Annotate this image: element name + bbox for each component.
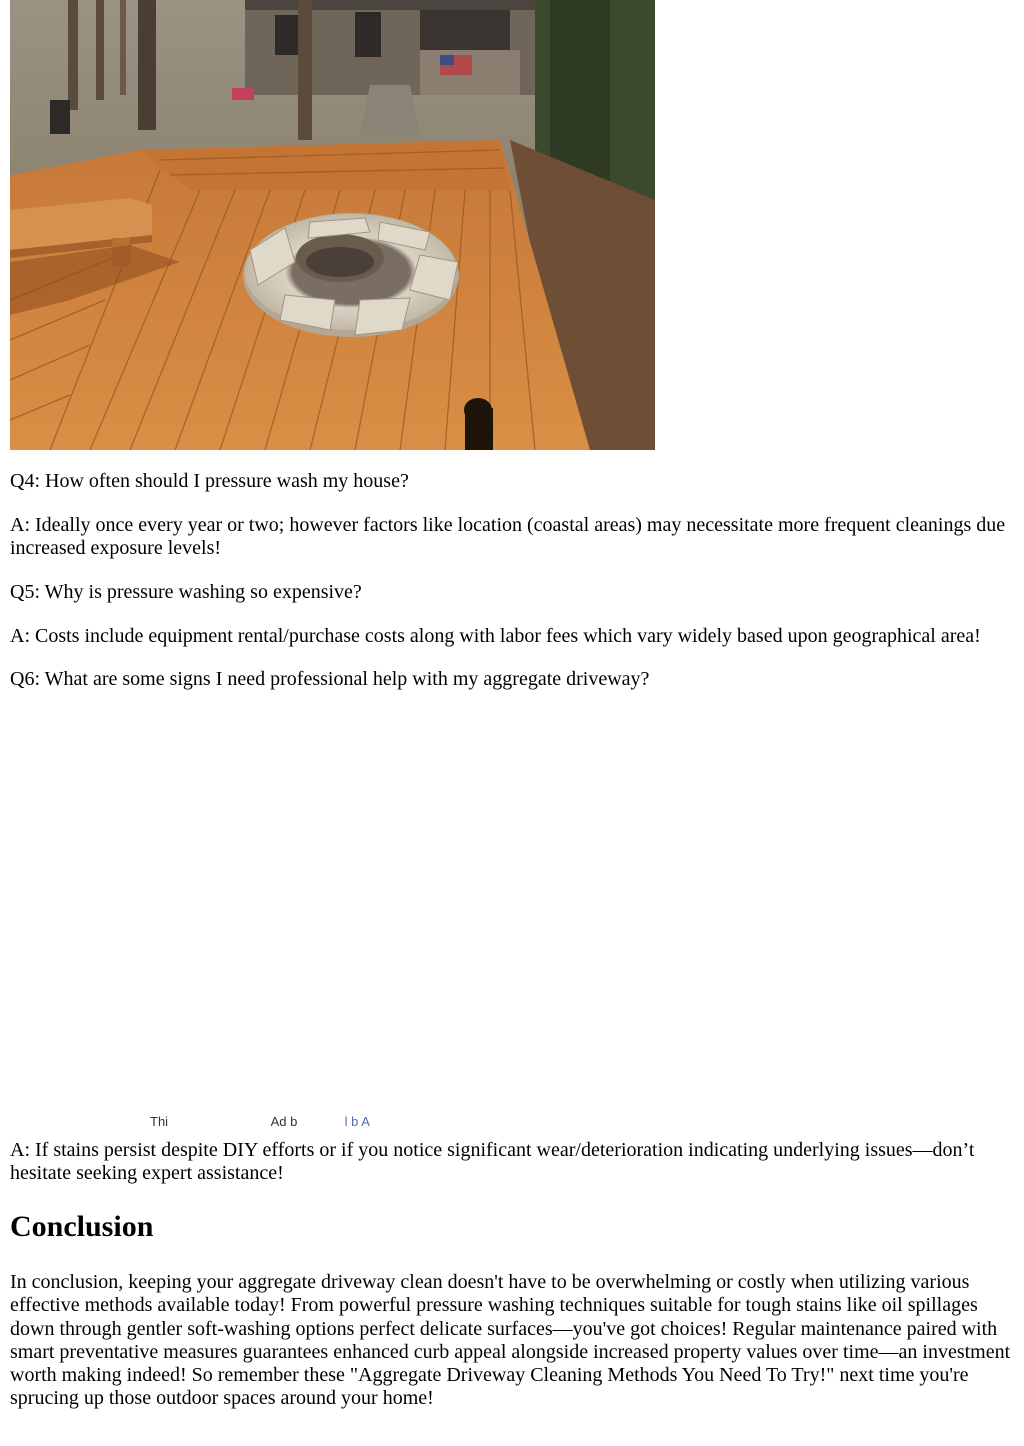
faq-question-4: Q4: How often should I pressure wash my house? <box>10 470 409 492</box>
ad-notice-text: Thi <box>150 1114 169 1129</box>
ad-notice-link[interactable]: l b A <box>344 1114 370 1129</box>
ad-slot[interactable] <box>10 705 1014 1129</box>
ad-notice-text-2: Ad b <box>270 1114 298 1129</box>
faq-answer-6: A: If stains persist despite DIY efforts or if you notice significant wear/deterioration indicating underlying issues—don’t hesitate seeking expert assistance! <box>10 1139 975 1185</box>
faq-answer-5: A: Costs include equipment rental/purchase costs along with labor fees which vary widely based upon geographical area! <box>10 625 981 647</box>
faq-question-6: Q6: What are some signs I need professional help with my aggregate driveway? <box>10 668 650 690</box>
deck-fire-pit-photo <box>10 0 655 450</box>
faq-answer-4: A: Ideally once every year or two; however factors like location (coastal areas) may necessitate more frequent cleanings due increased exposure levels! <box>10 514 1006 560</box>
faq-question-5: Q5: Why is pressure washing so expensive? <box>10 581 362 603</box>
ad-notice <box>150 1114 370 1130</box>
conclusion-heading: Conclusion <box>10 1210 154 1243</box>
conclusion-paragraph: In conclusion, keeping your aggregate driveway clean doesn't have to be overwhelming or costly when utilizing various effective methods available today! From powerful pressure washing techniques suitable for tough stains like oil spillages down through gentler soft-washing options perfect delicate surfaces—you've got choices! Regular maintenance paired with smart preventative measures guarantees enhanced curb appeal alongside increased property values over time—an investment worth making indeed! So remember these "Aggregate Driveway Cleaning Methods You Need To Try!" next time you're sprucing up those outdoor spaces around your home! <box>10 1271 1011 1410</box>
